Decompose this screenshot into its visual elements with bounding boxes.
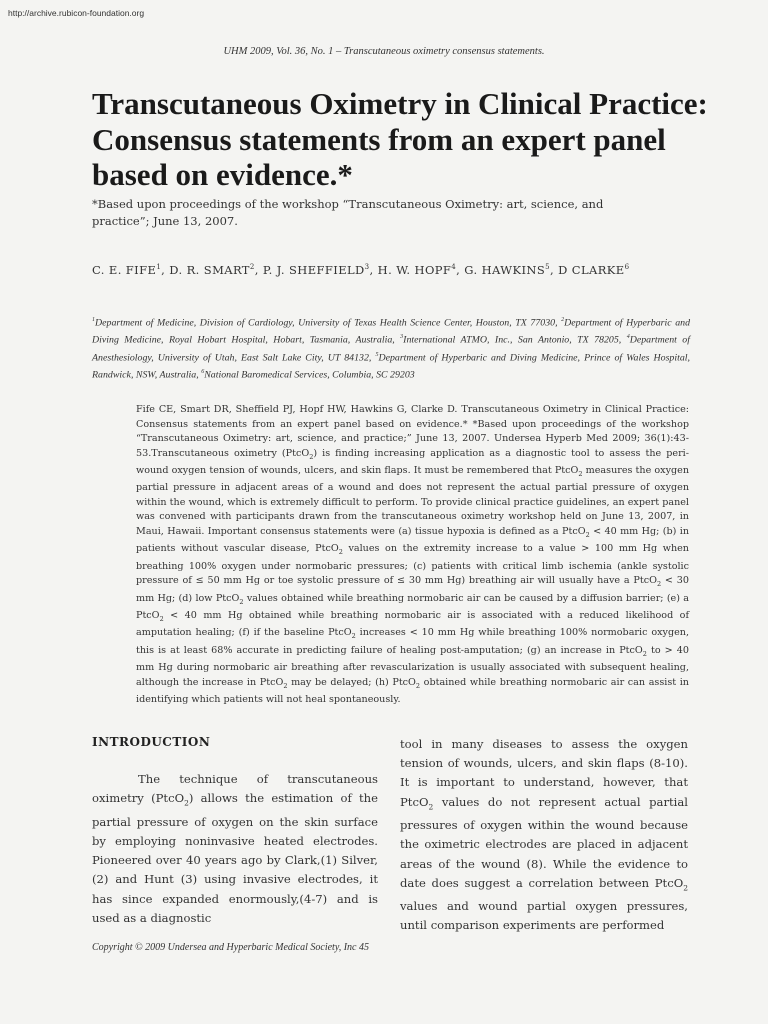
affiliation-text: Department of Hyperbaric and Diving Medicine, Prince of Wales Hospital, Randwick, NSW, Australia, (92, 351, 690, 381)
affiliation-text: Department of Medicine, Division of Cardiology, University of Texas Health Science Center, Houston, TX 77030, (95, 317, 562, 329)
author-affiliation-mark: 1 (156, 263, 162, 272)
affiliation-number: 3 (400, 334, 404, 341)
author-affiliation-mark: 5 (545, 263, 550, 272)
running-head: UHM 2009, Vol. 36, No. 1 – Transcutaneous oximetry consensus statements. (223, 46, 545, 57)
author-affiliation-mark: 2 (249, 263, 255, 272)
author-affiliation-mark: 4 (451, 263, 457, 272)
author-name: G. HAWKINS (464, 263, 546, 277)
article-title: Transcutaneous Oximetry in Clinical Practice: Consensus statements from an expert panel based on evidence.* (92, 86, 708, 192)
affiliation-text: National Baromedical Services, Columbia, SC 29203 (204, 369, 415, 381)
affiliation-text: Department of Hyperbaric and Diving Medicine, Royal Hobart Hospital, Hobart, Tasmania, Australia, (92, 317, 691, 346)
intro-column-left: The technique of transcutaneous oximetry (PtcO$_2$) allows the estimation of the partial pressure of oxygen on the skin surface by employing noninvasive heated electrodes. Pioneered over 40 years ago by Clark,(1) Silver,(2) and Hunt (3) using invasive electrodes, it has since expanded enormously,(4-7) and is used as a diagnostic (92, 772, 378, 925)
author-name: D CLARKE (558, 263, 625, 277)
abstract: Fife CE, Smart DR, Sheffield PJ, Hopf HW, Hawkins G, Clarke D. Transcutaneous Oximetry in Clinical Practice: Consensus statements from an expert panel based on evidence.* *Based upon proceedings of the workshop “Transcutaneous Oximetry: art, science, and practice;” June 13, 2007. Undersea Hyperb Med 2009; 36(1):43-53.Transcutaneous oximetry (PtcO$_2$) is finding increasing application as a diagnostic tool to assess the peri-wound oxygen tension of wounds, ulcers, and skin flaps. It must be remembered that PtcO$_2$ measures the oxygen partial pressure in adjacent areas of a wound and does not represent the actual partial pressure of oxygen within the wound, which is extremely difficult to perform. To provide clinical practice guidelines, an expert panel was convened with participants drawn from the transcutaneous oximetry workshop held on June 13, 2007, in Maui, Hawaii. Important consensus statements were (a) tissue hypoxia is defined as a PtcO$_2$ < 40 mm Hg; (b) in patients without vascular disease, PtcO$_2$ values on the extremity increase to a value > 100 mm Hg when breathing 100% oxygen under normobaric pressures; (c) patients with critical limb ischemia (ankle systolic pressure of ≤ 50 mm Hg or toe systolic pressure of ≤ 30 mm Hg) breathing air will usually have a PtcO$_2$ < 30 mm Hg; (d) low PtcO$_2$ values obtained while breathing normobaric air can be caused by a diffusion barrier; (e) a PtcO$_2$ < 40 mm Hg obtained while breathing normobaric air is associated with a reduced likelihood of amputation healing; (f) if the baseline PtcO$_2$ increases < 10 mm Hg while breathing 100% normobaric oxygen, this is at least 68% accurate in predicting failure of healing post-amputation; (g) an increase in PtcO$_2$ to > 40 mm Hg during normobaric air breathing after revascularization is usually associated with subsequent healing, although the increase in PtcO$_2$ may be delayed; (h) PtcO$_2$ obtained while breathing normobaric air can assist in identifying which patients will not heal spontaneously. (136, 404, 689, 706)
section-heading-introduction: INTRODUCTION (92, 735, 211, 749)
title-footnote: *Based upon proceedings of the workshop “Transcutaneous Oximetry: art, science, and practice”; June 13, 2007. (92, 197, 604, 228)
intro-column-right: tool in many diseases to assess the oxygen tension of wounds, ulcers, and skin flaps (8-10). It is important to understand, however, that PtcO$_2$ values do not represent actual partial pressures of oxygen within the wound because the oximetric electrodes are placed in adjacent areas of the wound (8). While the evidence to date does suggest a correlation between PtcO$_2$ values and wound partial oxygen pressures, until comparison experiments are performed (400, 737, 688, 933)
page-footer: Copyright © 2009 Undersea and Hyperbaric Medical Society, Inc 45 (92, 942, 369, 953)
affiliation-text: International ATMO, Inc., San Antonio, TX 78205, (403, 334, 627, 346)
author-affiliation-mark: 3 (364, 263, 370, 272)
author-affiliation-mark: 6 (624, 263, 630, 272)
author-name: P. J. SHEFFIELD (262, 263, 365, 277)
author-name: D. R. SMART (169, 263, 250, 277)
affiliation-number: 4 (626, 334, 630, 341)
author-name: H. W. HOPF (377, 263, 452, 277)
affiliation-text: Department of Anesthesiology, University of Utah, East Salt Lake City, UT 84132, (92, 334, 690, 363)
author-list: C. E. FIFE$^1$, D. R. SMART$^2$, P. J. SHEFFIELD$^3$, H. W. HOPF$^4$, G. HAWKINS$^5$, D CLARKE$^6$ (92, 263, 630, 277)
author-name: C. E. FIFE (92, 263, 157, 277)
affiliation-number: 2 (561, 317, 565, 323)
affiliation-number: 5 (375, 351, 379, 358)
affiliations (92, 313, 690, 382)
affiliation-number: 1 (92, 317, 95, 323)
source-url: http://archive.rubicon-foundation.org (8, 8, 145, 18)
affiliation-number: 6 (201, 368, 205, 375)
